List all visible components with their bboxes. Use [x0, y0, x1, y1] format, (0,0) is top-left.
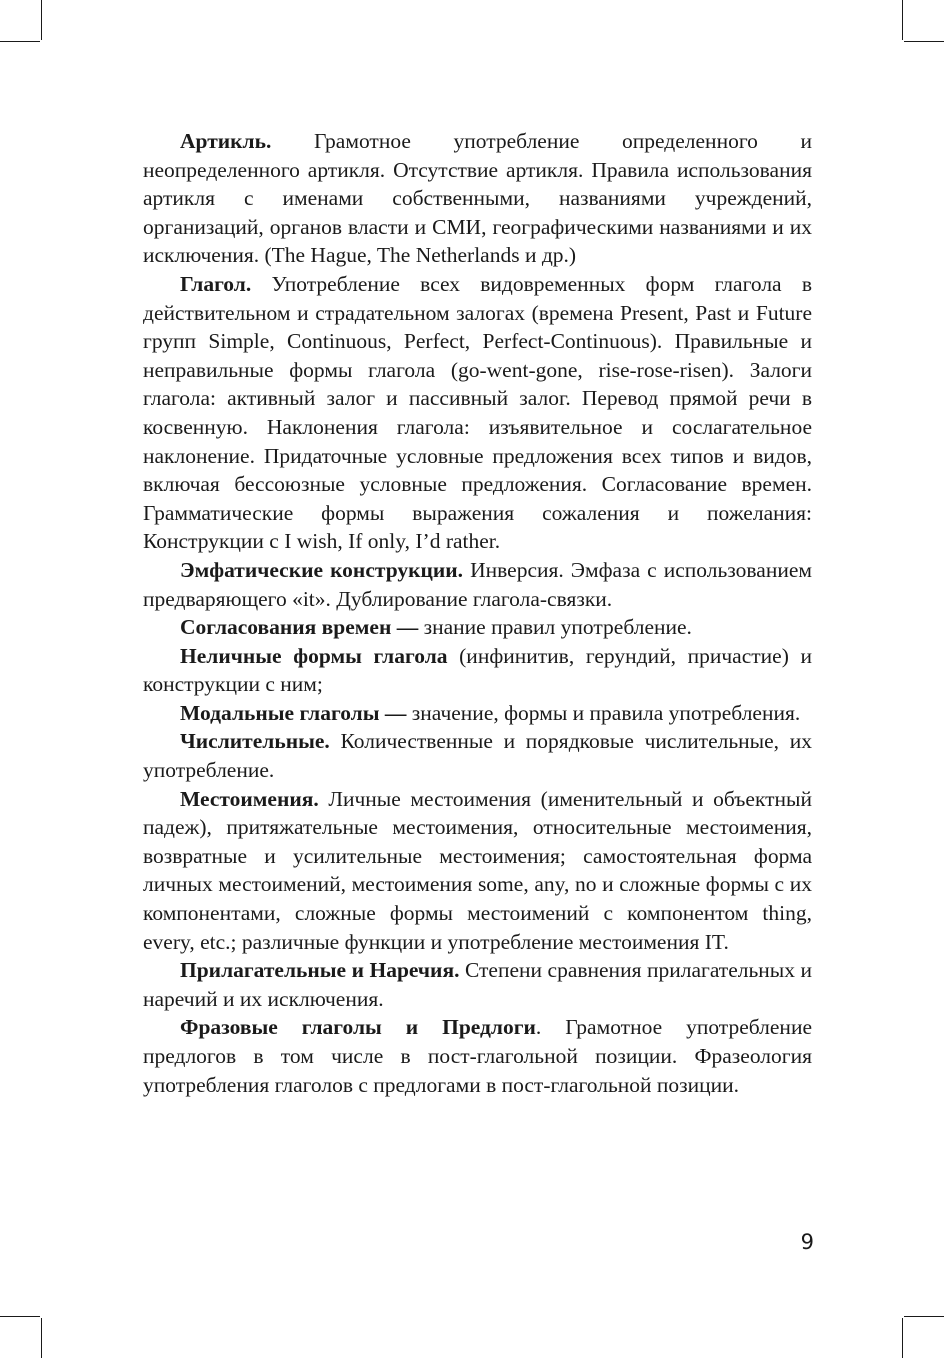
crop-mark — [904, 41, 944, 42]
paragraph-nonfinite — [143, 642, 812, 699]
crop-mark — [0, 41, 40, 42]
page-number: 9 — [800, 1230, 814, 1254]
term: Неличные формы глагола — [180, 643, 448, 668]
body-text: (инфинитив, герундий, причастие) и конструкции с ним; — [143, 643, 812, 697]
body-text: знание правил употребление. — [418, 615, 692, 640]
body-text: значение, формы и правила употребления. — [406, 700, 801, 725]
term: Прилагательные и Наречия. — [180, 958, 460, 983]
crop-mark — [904, 1316, 944, 1317]
term: Фразовые глаголы и Предлоги — [180, 1015, 536, 1040]
paragraph-verb — [143, 270, 812, 556]
term: Артикль. — [180, 129, 272, 153]
term: Эмфатические конструкции. — [180, 557, 464, 582]
crop-mark — [41, 0, 42, 40]
paragraph-modal — [143, 699, 812, 728]
crop-mark — [902, 1318, 903, 1358]
term: Согласования времен — — [180, 615, 419, 640]
body-text: Количественные и порядковые числительные, их употребление. — [143, 729, 812, 783]
document-body — [143, 127, 812, 1099]
paragraph-pronouns — [143, 785, 812, 957]
body-text: . Грамотное употребление предлогов в том числе в пост-глагольной позиции. Фразеология употребления глаголов с предлогами в пост-глагольной позиции. — [143, 1015, 812, 1097]
term: Местоимения. — [180, 786, 319, 811]
paragraph-phrasal-verbs — [143, 1013, 812, 1099]
paragraph-adjectives — [143, 956, 812, 1013]
body-text: Инверсия. Эмфаза с использованием предваряющего «it». Дублирование глагола-связки. — [143, 557, 812, 611]
body-text: Употребление всех видовременных форм глагола в действительном и страдательном залогах (времена Present, Past и Future групп Simple, Continuous, Perfect, Perfect-Continuous). Правильные и неправильные формы глагола (go-went-gone, rise-rose-risen). Залоги глагола: активный залог и пассивный залог. Перевод прямой речи в косвенную. Наклонения глагола: изъявительное и сослагательное наклонение. Придаточные условные предложения всех типов и видов, включая бессоюзные условные предложения. Согласование времен. Грамматические формы выражения сожаления и пожелания: Конструкции с I wish, If only, I’d rather. — [143, 271, 812, 554]
crop-mark — [41, 1318, 42, 1358]
paragraph-sequence-of-tenses — [143, 613, 812, 642]
paragraph-numerals — [143, 727, 812, 784]
term: Модальные глаголы — — [180, 700, 407, 725]
body-text: Личные местоимения (именительный и объектный падеж), притяжательные местоимения, относительные местоимения, возвратные и усилительные местоимения; самостоятельная форма личных местоимений, местоимения some, any, no и сложные формы с их компонентами, сложные формы местоимений с компонентом thing, every, etc.; различные функции и употребление местоимения IT. — [143, 786, 812, 954]
crop-mark — [902, 0, 903, 40]
term: Числительные. — [180, 729, 330, 754]
paragraph-article — [143, 127, 812, 270]
paragraph-emphatic — [143, 556, 812, 613]
body-text: Грамотное употребление определенного и неопределенного артикля. Отсутствие артикля. Правила использования артикля с именами собственными, названиями учреждений, организаций, органов власти и СМИ, географическими названиями и их исключения. (The Hague, The Netherlands и др.) — [143, 129, 812, 268]
crop-mark — [0, 1316, 40, 1317]
body-text: Степени сравнения прилагательных и наречий и их исключения. — [143, 958, 812, 1011]
term: Глагол. — [180, 271, 252, 296]
